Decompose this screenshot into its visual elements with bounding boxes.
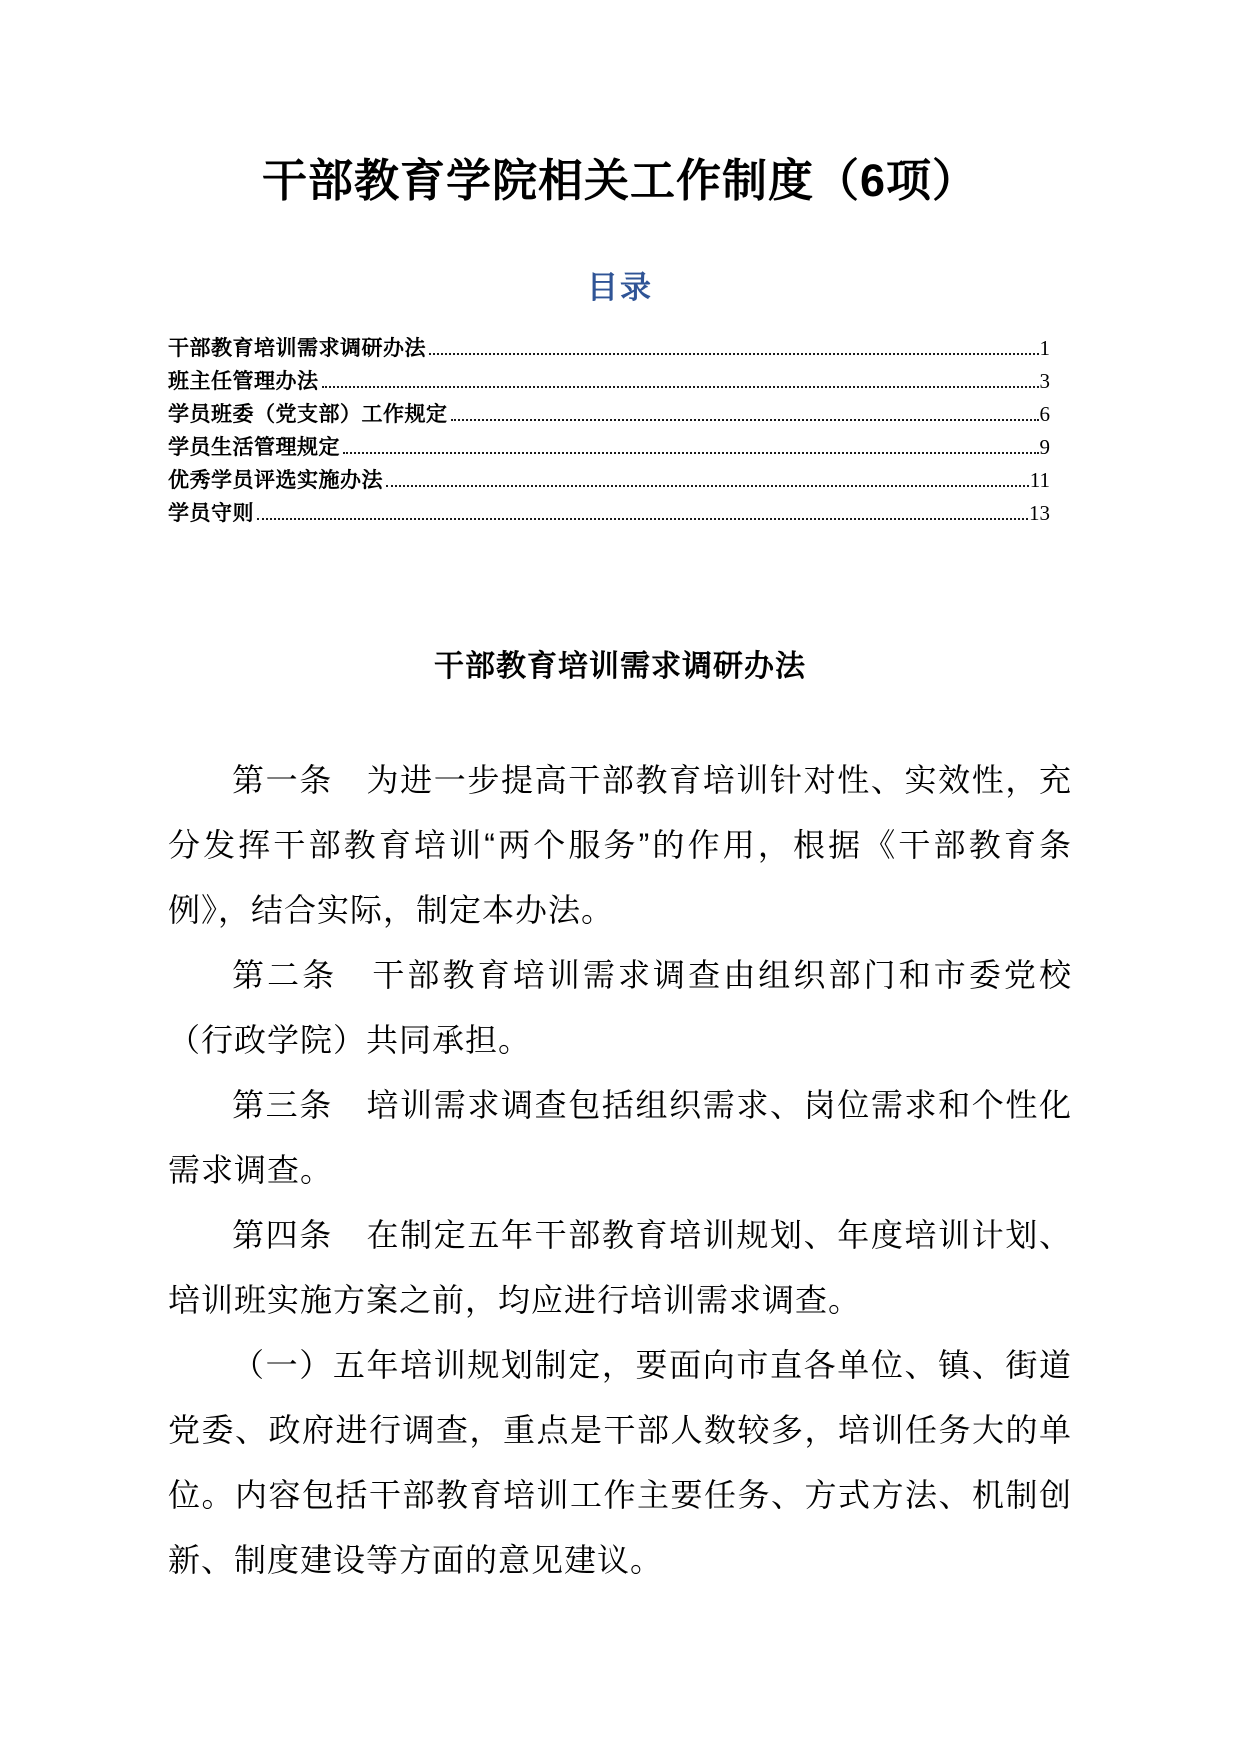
paragraph: 第一条 为进一步提高干部教育培训针对性、实效性，充分发挥干部教育培训“两个服务”的作用，根据《干部教育条例》，结合实际，制定本办法。 xyxy=(168,761,1072,928)
toc-entry-label: 优秀学员评选实施办法 xyxy=(168,468,383,492)
toc-entry-label: 干部教育培训需求调研办法 xyxy=(168,336,426,360)
section-heading: 干部教育培训需求调研办法 xyxy=(434,649,806,683)
toc-entry[interactable] xyxy=(168,464,1072,497)
toc-page-number: 13 xyxy=(1029,500,1050,525)
toc-entry[interactable] xyxy=(168,365,1072,398)
toc-leader-dots xyxy=(257,518,1028,520)
toc-list xyxy=(168,332,1072,530)
toc-heading: 目录 xyxy=(587,270,653,305)
paragraph: 第三条 培训需求调查包括组织需求、岗位需求和个性化需求调查。 xyxy=(168,1086,1072,1188)
toc-leader-dots xyxy=(343,452,1039,454)
toc-entry[interactable] xyxy=(168,497,1072,530)
toc-entry[interactable] xyxy=(168,332,1072,365)
toc-entry[interactable] xyxy=(168,431,1072,464)
toc-entry-label: 学员生活管理规定 xyxy=(168,435,340,459)
paragraph: 第四条 在制定五年干部教育培训规划、年度培训计划、培训班实施方案之前，均应进行培训需求调查。 xyxy=(168,1216,1072,1318)
paragraph: 第二条 干部教育培训需求调查由组织部门和市委党校（行政学院）共同承担。 xyxy=(168,956,1072,1058)
toc-entry-label: 班主任管理办法 xyxy=(168,369,319,393)
document-body xyxy=(168,748,1072,1593)
toc-page-number: 9 xyxy=(1039,434,1050,459)
document-title: 干部教育学院相关工作制度（6项） xyxy=(261,155,979,206)
toc-page-number: 6 xyxy=(1039,401,1050,426)
toc-page-number: 3 xyxy=(1039,368,1050,393)
toc-leader-dots xyxy=(386,485,1029,487)
toc-entry[interactable] xyxy=(168,398,1072,431)
paragraph: （一）五年培训规划制定，要面向市直各单位、镇、街道党委、政府进行调查，重点是干部人数较多，培训任务大的单位。内容包括干部教育培训工作主要任务、方式方法、机制创新、制度建设等方面的意见建议。 xyxy=(168,1346,1072,1578)
toc-leader-dots xyxy=(429,353,1039,355)
toc-page-number: 11 xyxy=(1029,467,1050,492)
toc-entry-label: 学员守则 xyxy=(168,501,254,525)
toc-leader-dots xyxy=(322,386,1039,388)
toc-page-number: 1 xyxy=(1039,335,1050,360)
toc-entry-label: 学员班委（党支部）工作规定 xyxy=(168,402,448,426)
toc-leader-dots xyxy=(451,419,1039,421)
